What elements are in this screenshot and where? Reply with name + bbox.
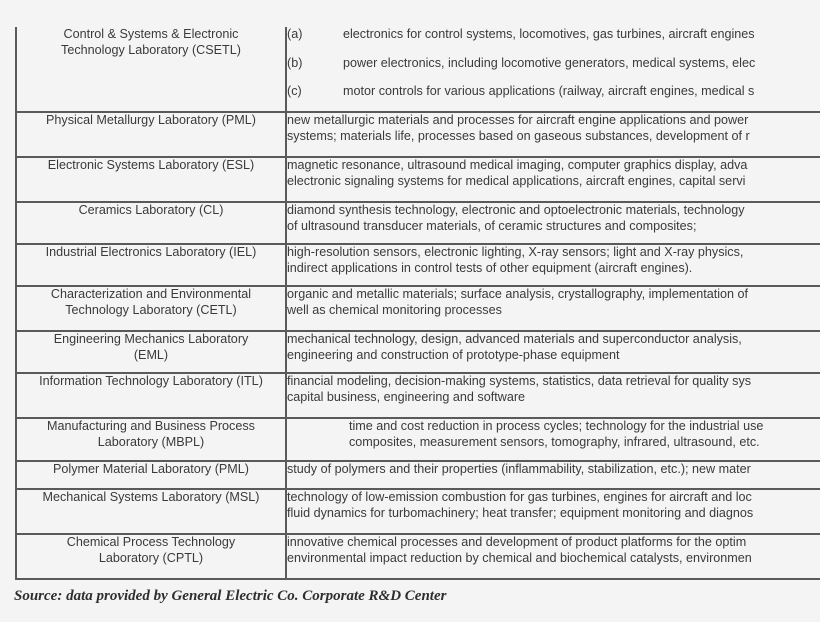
description-sub-item — [287, 56, 820, 72]
table-row — [16, 534, 820, 579]
lab-name-line: Manufacturing and Business Process — [47, 419, 255, 433]
table-row — [16, 202, 820, 244]
lab-name-line: Industrial Electronics Laboratory (IEL) — [45, 245, 257, 259]
description-line: capital business, engineering and software — [287, 389, 526, 404]
lab-name-line: Chemical Process Technology — [66, 535, 236, 549]
description-line: composites, measurement sensors, tomography, infrared, ultrasound, etc. — [349, 434, 760, 449]
lab-description-cell — [286, 202, 820, 244]
description-line: magnetic resonance, ultrasound medical imaging, computer graphics display, adva — [287, 158, 748, 172]
table-row — [16, 244, 820, 286]
lab-name-line: Characterization and Environmental — [50, 287, 252, 301]
description-line: environmental impact reduction by chemical and biochemical catalysts, environmen — [287, 550, 752, 565]
lab-name-line: Technology Laboratory (CSETL) — [61, 42, 241, 57]
table-row — [16, 112, 820, 157]
lab-name-line: Control & Systems & Electronic — [63, 27, 239, 41]
description-line: time and cost reduction in process cycles; technology for the industrial use — [349, 419, 764, 433]
description-line: diamond synthesis technology, electronic and optoelectronic materials, technology — [287, 203, 745, 217]
lab-description-cell — [286, 331, 820, 373]
description-line: systems; materials life, processes based on gaseous substances, development of r — [287, 128, 750, 143]
lab-description-cell — [286, 373, 820, 418]
lab-description-cell — [286, 489, 820, 534]
lab-name-cell — [16, 112, 286, 157]
sub-item-text: power electronics, including locomotive generators, medical systems, elec — [343, 55, 756, 70]
description-line: electronic signaling systems for medical applications, aircraft engines, capital servi — [287, 173, 746, 188]
sub-item-marker: (b) — [287, 55, 303, 70]
sub-item-text: electronics for control systems, locomotives, gas turbines, aircraft engines — [343, 27, 755, 41]
source-caption: Source: data provided by General Electric Co. Corporate R&D Center — [14, 588, 447, 604]
description-line: indirect applications in control tests of other equipment (aircraft engines). — [287, 260, 693, 275]
table-row — [16, 27, 820, 112]
description-line: study of polymers and their properties (inflammability, stabilization, etc.); new mater — [287, 462, 751, 476]
lab-description-cell — [286, 244, 820, 286]
table-row — [16, 331, 820, 373]
lab-name-cell — [16, 286, 286, 331]
description-line: innovative chemical processes and development of product platforms for the optim — [287, 535, 747, 549]
description-line: technology of low-emission combustion for gas turbines, engines for aircraft and loc — [287, 490, 752, 504]
table-row — [16, 157, 820, 202]
lab-name-line: Mechanical Systems Laboratory (MSL) — [42, 490, 260, 504]
description-line: organic and metallic materials; surface analysis, crystallography, implementation of — [287, 287, 749, 301]
description-sub-item — [287, 27, 820, 43]
lab-name-line: Technology Laboratory (CETL) — [65, 302, 237, 317]
description-line: of ultrasound transducer materials, of ceramic structures and composites; — [287, 218, 697, 233]
lab-name-line: Physical Metallurgy Laboratory (PML) — [46, 113, 256, 127]
table-row — [16, 373, 820, 418]
lab-name-line: Laboratory (MBPL) — [97, 434, 205, 449]
table-row — [16, 418, 820, 461]
lab-name-cell — [16, 461, 286, 489]
sub-item-marker: (a) — [287, 27, 303, 41]
lab-name-line: Laboratory (CPTL) — [98, 550, 204, 565]
description-sub-item — [287, 84, 820, 100]
lab-name-line: Ceramics Laboratory (CL) — [78, 203, 224, 217]
lab-name-line: Information Technology Laboratory (ITL) — [39, 374, 263, 388]
lab-name-cell — [16, 373, 286, 418]
description-line: engineering and construction of prototype-phase equipment — [287, 347, 620, 362]
labs-table-container — [15, 27, 820, 580]
lab-description-cell — [286, 27, 820, 112]
lab-description-cell — [286, 461, 820, 489]
lab-description-cell — [286, 534, 820, 579]
lab-description-cell — [286, 157, 820, 202]
lab-name-cell — [16, 244, 286, 286]
lab-name-cell — [16, 202, 286, 244]
lab-name-cell — [16, 27, 286, 112]
table-row — [16, 461, 820, 489]
lab-name-cell — [16, 157, 286, 202]
sub-item-marker: (c) — [287, 84, 302, 98]
lab-name-line: (EML) — [133, 347, 169, 362]
description-line: high-resolution sensors, electronic lighting, X-ray sensors; light and X-ray physics, — [287, 245, 744, 259]
table-row — [16, 489, 820, 534]
lab-name-cell — [16, 331, 286, 373]
labs-table-body — [16, 27, 820, 579]
lab-description-cell — [286, 112, 820, 157]
description-line: fluid dynamics for turbomachinery; heat transfer; equipment monitoring and diagnos — [287, 505, 754, 520]
lab-description-cell — [286, 286, 820, 331]
lab-name-cell — [16, 418, 286, 461]
lab-name-cell — [16, 489, 286, 534]
lab-name-cell — [16, 534, 286, 579]
table-row — [16, 286, 820, 331]
lab-name-line: Electronic Systems Laboratory (ESL) — [47, 158, 255, 172]
description-line: new metallurgic materials and processes for aircraft engine applications and power — [287, 113, 749, 127]
lab-description-cell — [286, 418, 820, 461]
description-line: financial modeling, decision-making systems, statistics, data retrieval for quality sys — [287, 374, 752, 388]
description-line: mechanical technology, design, advanced materials and superconductor analysis, — [287, 332, 742, 346]
lab-name-line: Polymer Material Laboratory (PML) — [53, 462, 249, 476]
labs-table — [15, 27, 820, 580]
sub-item-text: motor controls for various applications (railway, aircraft engines, medical s — [343, 84, 755, 98]
lab-name-line: Engineering Mechanics Laboratory — [53, 332, 249, 346]
description-line: well as chemical monitoring processes — [287, 302, 502, 317]
